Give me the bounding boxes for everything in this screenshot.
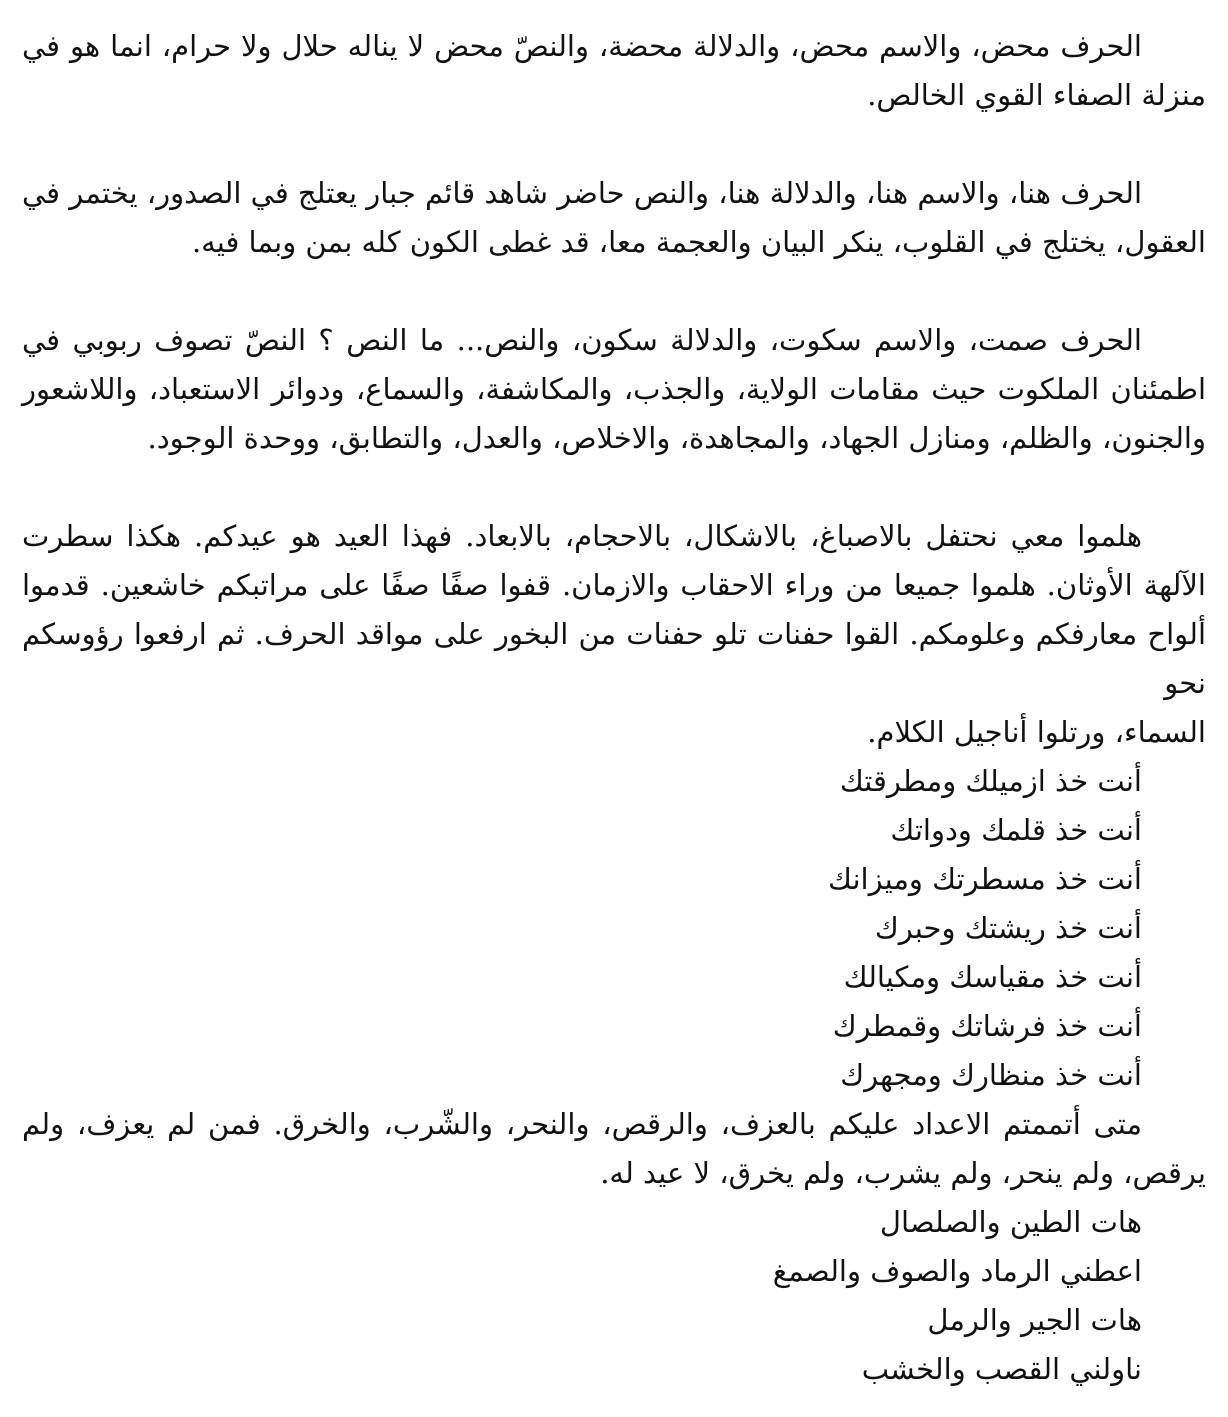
verse-line: أنت خذ مقياسك ومكيالك	[843, 960, 1142, 994]
paragraph-5: متى أتممتم الاعداد عليكم بالعزف، والرقص، والنحر، والشّرب، والخرق. فمن لم يعزف، ولم يرقص، ولم ينحر، ولم يشرب، ولم يخرق، لا عيد له.	[22, 1107, 1206, 1190]
verse-line: أنت خذ ازميلك ومطرقتك	[839, 764, 1142, 798]
paragraph-1: الحرف محض، والاسم محض، والدلالة محضة، والنصّ محض لا يناله حلال ولا حرام، انما هو في منزلة الصفاء القوي الخالص.	[22, 29, 1206, 112]
verse-line: ناولني القصب والخشب	[861, 1352, 1142, 1386]
paragraph-gap	[22, 120, 1206, 169]
verse-block-1	[22, 757, 1206, 1100]
paragraph-gap	[22, 463, 1206, 512]
paragraph-3: الحرف صمت، والاسم سكوت، والدلالة سكون، والنص... ما النص ؟ النصّ تصوف ربوبي في اطمئنان الملكوت حيث مقامات الولاية، والجذب، والمكاشفة، والسماع، ودوائر الاستعباد، واللاشعور والجنون، والظلم، ومنازل الجهاد، والمجاهدة، والاخلاص، والعدل، والتطابق، ووحدة الوجود.	[22, 323, 1206, 455]
paragraph-4: هلموا معي نحتفل بالاصباغ، بالاشكال، بالاحجام، بالابعاد. فهذا العيد هو عيدكم. هكذا سطرت الآلهة الأوثان. هلموا جميعا من وراء الاحقاب والازمان. قفوا صفًا صفًا على مراتبكم خاشعين. قدموا ألواح معارفكم وعلومكم. القوا حفنات تلو حفنات من البخور على مواقد الحرف. ثم ارفعوا رؤوسكم نحو	[22, 519, 1206, 700]
verse-line: هات الجير والرمل	[927, 1303, 1142, 1337]
verse-line: أنت خذ فرشاتك وقمطرك	[832, 1009, 1142, 1043]
verse-line: أنت خذ منظارك ومجهرك	[840, 1058, 1142, 1092]
paragraph-2: الحرف هنا، والاسم هنا، والدلالة هنا، والنص حاضر شاهد قائم جبار يعتلج في الصدور، يختمر في العقول، يختلج في القلوب، ينكر البيان والعجمة معا، قد غطى الكون كله بمن وبما فيه.	[22, 176, 1206, 259]
verse-line: أنت خذ ريشتك وحبرك	[874, 911, 1142, 945]
verse-line: هات الطين والصلصال	[879, 1205, 1142, 1239]
verse-block-2	[22, 1198, 1206, 1394]
verse-line: اعطني الرماد والصوف والصمغ	[772, 1254, 1142, 1288]
paragraph-gap	[22, 267, 1206, 316]
verse-line: أنت خذ مسطرتك وميزانك	[828, 862, 1142, 896]
paragraph-4-last-line: السماء، ورتلوا أناجيل الكلام.	[867, 715, 1206, 749]
verse-line: أنت خذ قلمك ودواتك	[890, 813, 1142, 847]
